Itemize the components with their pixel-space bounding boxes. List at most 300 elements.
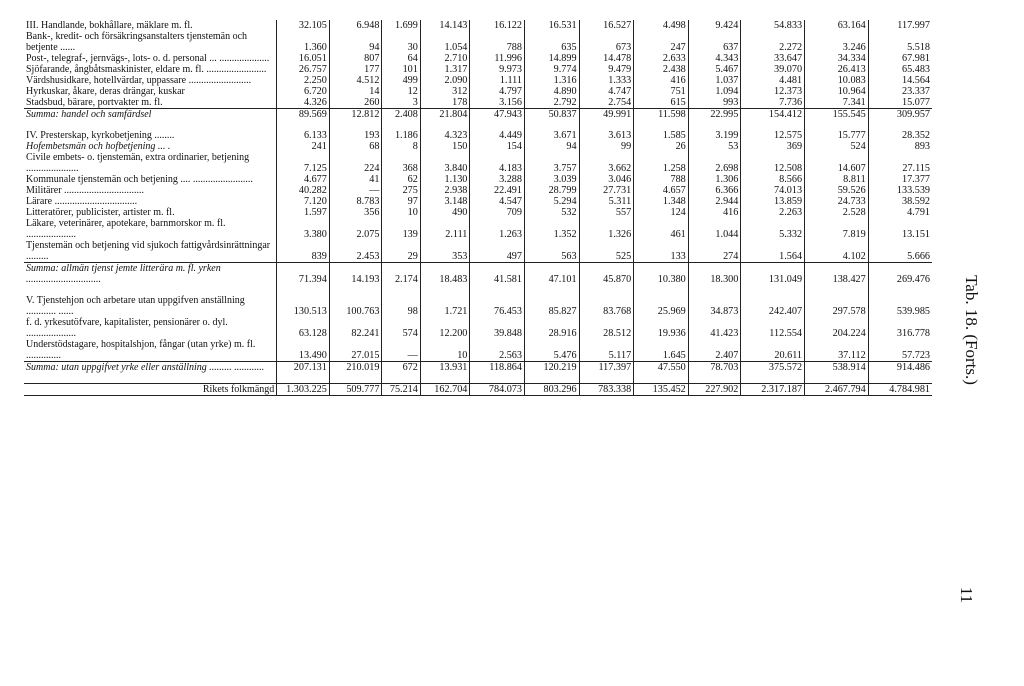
table-cell: 709 bbox=[470, 207, 525, 218]
spacer-cell bbox=[382, 285, 420, 295]
table-cell: 2.938 bbox=[420, 185, 470, 196]
table-cell: 8.566 bbox=[741, 174, 805, 185]
table-cell: 2.528 bbox=[805, 207, 869, 218]
table-cell: 416 bbox=[634, 75, 689, 86]
table-cell: 9.973 bbox=[470, 64, 525, 75]
table-cell: 1.326 bbox=[579, 218, 634, 240]
table-cell: 64 bbox=[382, 53, 420, 64]
table-cell: 47.550 bbox=[634, 362, 689, 374]
row-label: Post-, telegraf-, jernvägs-, lots- o. d. personal ... .................... bbox=[26, 53, 270, 64]
table-cell: 1.721 bbox=[420, 295, 470, 317]
table-cell: 1.316 bbox=[524, 75, 579, 86]
row-label: Bank-, kredit- och försäkringsanstalters tjenstemän och betjente ...... bbox=[26, 31, 248, 53]
table-cell: 3.840 bbox=[420, 152, 470, 174]
table-cell: 4.890 bbox=[524, 86, 579, 97]
table-cell: 1.186 bbox=[382, 130, 420, 141]
table-cell: 4.797 bbox=[470, 86, 525, 97]
table-cell: 23.337 bbox=[868, 86, 932, 97]
row-label: Hofembetsmän och hofbetjening ... . bbox=[26, 141, 171, 152]
table-cell: 497 bbox=[470, 240, 525, 263]
table-cell: 13.859 bbox=[741, 196, 805, 207]
table-cell: 3.039 bbox=[524, 174, 579, 185]
table-cell: 1.564 bbox=[741, 240, 805, 263]
table-cell: 353 bbox=[420, 240, 470, 263]
table-cell: 788 bbox=[470, 31, 525, 53]
spacer-cell bbox=[24, 373, 277, 384]
table-cell: 2.710 bbox=[420, 53, 470, 64]
table-cell: 2.111 bbox=[420, 218, 470, 240]
table-cell: 297.578 bbox=[805, 295, 869, 317]
table-cell: 672 bbox=[382, 362, 420, 374]
table-cell: 150 bbox=[420, 141, 470, 152]
table-cell: 2.090 bbox=[420, 75, 470, 86]
table-cell: 2.467.794 bbox=[805, 384, 869, 396]
table-cell: 20.611 bbox=[741, 339, 805, 362]
table-cell: 41.581 bbox=[470, 263, 525, 286]
table-cell: 247 bbox=[634, 31, 689, 53]
table-row bbox=[24, 218, 932, 240]
table-cell: 375.572 bbox=[741, 362, 805, 374]
row-label: Läkare, veterinärer, apotekare, barnmorskor m. fl. .................... bbox=[26, 218, 226, 240]
table-cell: 8 bbox=[382, 141, 420, 152]
table-cell: 27.015 bbox=[329, 339, 382, 362]
table-cell: 2.174 bbox=[382, 263, 420, 286]
table-cell: 783.338 bbox=[579, 384, 634, 396]
spacer-cell bbox=[420, 373, 470, 384]
table-cell: 41.423 bbox=[688, 317, 741, 339]
table-cell: 33.647 bbox=[741, 53, 805, 64]
table-cell: 12.373 bbox=[741, 86, 805, 97]
table-cell: 557 bbox=[579, 207, 634, 218]
table-cell: 4.481 bbox=[741, 75, 805, 86]
table-cell: 15.777 bbox=[805, 130, 869, 141]
table-cell: 89.569 bbox=[277, 109, 330, 121]
table-row bbox=[24, 53, 932, 64]
table-row bbox=[24, 31, 932, 53]
table-cell: 5.666 bbox=[868, 240, 932, 263]
spacer-cell bbox=[868, 285, 932, 295]
table-cell: 68 bbox=[329, 141, 382, 152]
table-cell: 32.105 bbox=[277, 20, 330, 31]
table-cell: 154 bbox=[470, 141, 525, 152]
table-cell: 65.483 bbox=[868, 64, 932, 75]
table-cell: 3.199 bbox=[688, 130, 741, 141]
table-cell: 3.148 bbox=[420, 196, 470, 207]
table-cell: 99 bbox=[579, 141, 634, 152]
table-cell: 2.563 bbox=[470, 339, 525, 362]
row-label: Rikets folkmängd bbox=[24, 384, 277, 396]
table-cell: 224 bbox=[329, 152, 382, 174]
table-cell: 162.704 bbox=[420, 384, 470, 396]
table-cell: 133 bbox=[634, 240, 689, 263]
table-cell: 1.348 bbox=[634, 196, 689, 207]
table-cell: 14.564 bbox=[868, 75, 932, 86]
row-label: Civile embets- o. tjenstemän, extra ordinarier, betjening ..................... bbox=[26, 152, 250, 174]
table-row bbox=[24, 130, 932, 141]
table-cell: 1.054 bbox=[420, 31, 470, 53]
table-cell: 38.592 bbox=[868, 196, 932, 207]
spacer-cell bbox=[277, 373, 330, 384]
table-cell: 2.633 bbox=[634, 53, 689, 64]
table-cell: 19.936 bbox=[634, 317, 689, 339]
table-cell: 71.394 bbox=[277, 263, 330, 286]
spacer-cell bbox=[688, 285, 741, 295]
table-cell: 28.799 bbox=[524, 185, 579, 196]
spacer-cell bbox=[470, 120, 525, 130]
table-cell: 40.282 bbox=[277, 185, 330, 196]
table-cell: 635 bbox=[524, 31, 579, 53]
spacer-cell bbox=[868, 373, 932, 384]
table-cell: 893 bbox=[868, 141, 932, 152]
table-cell: 2.408 bbox=[382, 109, 420, 121]
table-row bbox=[24, 141, 932, 152]
table-cell: 6.133 bbox=[277, 130, 330, 141]
table-cell: 1.352 bbox=[524, 218, 579, 240]
table-cell: 30 bbox=[382, 31, 420, 53]
table-cell: 5.518 bbox=[868, 31, 932, 53]
spacer-cell bbox=[524, 285, 579, 295]
table-cell: 1.037 bbox=[688, 75, 741, 86]
table-cell: 5.476 bbox=[524, 339, 579, 362]
table-cell: 100.763 bbox=[329, 295, 382, 317]
table-cell: 14.899 bbox=[524, 53, 579, 64]
table-cell: 3.671 bbox=[524, 130, 579, 141]
row-label: Lärare ................................. bbox=[26, 196, 138, 207]
table-cell: 4.323 bbox=[420, 130, 470, 141]
table-cell: 807 bbox=[329, 53, 382, 64]
table-cell: 27.731 bbox=[579, 185, 634, 196]
table-cell: 14.143 bbox=[420, 20, 470, 31]
table-cell: 751 bbox=[634, 86, 689, 97]
table-cell: 37.112 bbox=[805, 339, 869, 362]
table-cell: 5.332 bbox=[741, 218, 805, 240]
statistics-table bbox=[24, 20, 932, 396]
table-cell: 1.317 bbox=[420, 64, 470, 75]
table-cell: 241 bbox=[277, 141, 330, 152]
table-cell: 275 bbox=[382, 185, 420, 196]
table-cell: 78.703 bbox=[688, 362, 741, 374]
spacer-cell bbox=[470, 285, 525, 295]
table-cell: 1.263 bbox=[470, 218, 525, 240]
row-label: Summa: handel och samfärdsel bbox=[24, 109, 277, 121]
table-cell: 4.512 bbox=[329, 75, 382, 86]
table-cell: 54.833 bbox=[741, 20, 805, 31]
table-cell: 509.777 bbox=[329, 384, 382, 396]
table-cell: 3.757 bbox=[524, 152, 579, 174]
spacer-cell bbox=[579, 120, 634, 130]
table-cell: 34.873 bbox=[688, 295, 741, 317]
table-cell: 62 bbox=[382, 174, 420, 185]
table-cell: 59.526 bbox=[805, 185, 869, 196]
table-cell: 13.931 bbox=[420, 362, 470, 374]
table-cell: 1.585 bbox=[634, 130, 689, 141]
table-cell: 2.438 bbox=[634, 64, 689, 75]
table-cell: 615 bbox=[634, 97, 689, 109]
table-cell: 39.848 bbox=[470, 317, 525, 339]
spacer-cell bbox=[524, 373, 579, 384]
spacer-cell bbox=[805, 120, 869, 130]
table-cell: 4.449 bbox=[470, 130, 525, 141]
table-cell: 22.491 bbox=[470, 185, 525, 196]
table-cell: 8.783 bbox=[329, 196, 382, 207]
table-cell: 47.943 bbox=[470, 109, 525, 121]
table-cell: 11.996 bbox=[470, 53, 525, 64]
table-cell: 316.778 bbox=[868, 317, 932, 339]
table-cell: 25.969 bbox=[634, 295, 689, 317]
table-cell: 839 bbox=[277, 240, 330, 263]
spacer-row bbox=[24, 120, 932, 130]
table-cell: 7.736 bbox=[741, 97, 805, 109]
table-cell: 207.131 bbox=[277, 362, 330, 374]
table-cell: 784.073 bbox=[470, 384, 525, 396]
table-cell: 27.115 bbox=[868, 152, 932, 174]
table-cell: 85.827 bbox=[524, 295, 579, 317]
table-cell: 6.366 bbox=[688, 185, 741, 196]
table-cell: 14.478 bbox=[579, 53, 634, 64]
table-cell: 13.151 bbox=[868, 218, 932, 240]
table-cell: 5.294 bbox=[524, 196, 579, 207]
table-cell: 12.575 bbox=[741, 130, 805, 141]
table-row bbox=[24, 317, 932, 339]
table-cell: 1.094 bbox=[688, 86, 741, 97]
spacer-cell bbox=[24, 120, 277, 130]
row-label: Litteratörer, publicister, artister m. fl. bbox=[26, 207, 175, 218]
table-cell: 11.598 bbox=[634, 109, 689, 121]
spacer-cell bbox=[382, 120, 420, 130]
table-cell: 16.531 bbox=[524, 20, 579, 31]
row-label: Värdshusidkare, hotellvärdar, uppassare ......................... bbox=[26, 75, 252, 86]
table-cell: 5.311 bbox=[579, 196, 634, 207]
table-cell: 5.467 bbox=[688, 64, 741, 75]
row-label: IV. Presterskap, kyrkobetjening ........ bbox=[26, 130, 175, 141]
table-cell: 993 bbox=[688, 97, 741, 109]
table-cell: 18.483 bbox=[420, 263, 470, 286]
table-row bbox=[24, 152, 932, 174]
table-cell: 16.527 bbox=[579, 20, 634, 31]
table-cell: 1.258 bbox=[634, 152, 689, 174]
spacer-cell bbox=[420, 120, 470, 130]
spacer-cell bbox=[329, 373, 382, 384]
table-cell: 499 bbox=[382, 75, 420, 86]
table-cell: 12.200 bbox=[420, 317, 470, 339]
table-row bbox=[24, 174, 932, 185]
table-cell: 461 bbox=[634, 218, 689, 240]
table-cell: 4.677 bbox=[277, 174, 330, 185]
table-row bbox=[24, 295, 932, 317]
table-row bbox=[24, 86, 932, 97]
table-cell: 7.341 bbox=[805, 97, 869, 109]
spacer-cell bbox=[277, 285, 330, 295]
table-cell: 227.902 bbox=[688, 384, 741, 396]
row-label: Summa: utan uppgifvet yrke eller anställning ......... ............ bbox=[24, 362, 277, 374]
table-cell: 117.997 bbox=[868, 20, 932, 31]
table-cell: 28.352 bbox=[868, 130, 932, 141]
table-cell: 1.360 bbox=[277, 31, 330, 53]
table-cell: 2.250 bbox=[277, 75, 330, 86]
table-cell: 41 bbox=[329, 174, 382, 185]
table-cell: 538.914 bbox=[805, 362, 869, 374]
table-row bbox=[24, 207, 932, 218]
table-cell: 1.597 bbox=[277, 207, 330, 218]
spacer-cell bbox=[688, 373, 741, 384]
table-cell: 97 bbox=[382, 196, 420, 207]
table-cell: 16.051 bbox=[277, 53, 330, 64]
spacer-cell bbox=[741, 285, 805, 295]
table-cell: 10.964 bbox=[805, 86, 869, 97]
spacer-cell bbox=[420, 285, 470, 295]
table-cell: 2.754 bbox=[579, 97, 634, 109]
table-cell: 210.019 bbox=[329, 362, 382, 374]
table-cell: 242.407 bbox=[741, 295, 805, 317]
total-row bbox=[24, 384, 932, 396]
table-cell: 9.479 bbox=[579, 64, 634, 75]
page-number-text: 11 bbox=[957, 586, 976, 604]
table-cell: 9.424 bbox=[688, 20, 741, 31]
spacer-cell bbox=[741, 373, 805, 384]
table-cell: 98 bbox=[382, 295, 420, 317]
table-cell: 193 bbox=[329, 130, 382, 141]
table-cell: 138.427 bbox=[805, 263, 869, 286]
table-cell: 490 bbox=[420, 207, 470, 218]
table-cell: 117.397 bbox=[579, 362, 634, 374]
table-cell: 2.272 bbox=[741, 31, 805, 53]
page-number bbox=[951, 575, 981, 615]
table-cell: 4.102 bbox=[805, 240, 869, 263]
spacer-cell bbox=[24, 285, 277, 295]
spacer-cell bbox=[277, 120, 330, 130]
table-cell: 3.246 bbox=[805, 31, 869, 53]
spacer-cell bbox=[579, 285, 634, 295]
table-cell: 574 bbox=[382, 317, 420, 339]
table-cell: 50.837 bbox=[524, 109, 579, 121]
table-side-title bbox=[941, 250, 1001, 410]
spacer-cell bbox=[329, 285, 382, 295]
table-cell: 18.300 bbox=[688, 263, 741, 286]
table-cell: 118.864 bbox=[470, 362, 525, 374]
spacer-cell bbox=[805, 285, 869, 295]
table-cell: 10.380 bbox=[634, 263, 689, 286]
table-cell: 13.490 bbox=[277, 339, 330, 362]
table-cell: 3.662 bbox=[579, 152, 634, 174]
table-cell: 1.130 bbox=[420, 174, 470, 185]
table-cell: 3.046 bbox=[579, 174, 634, 185]
table-cell: 274 bbox=[688, 240, 741, 263]
table-cell: 155.545 bbox=[805, 109, 869, 121]
row-label: Tjenstemän och betjening vid sjukoch fattigvårdsinrättningar ......... bbox=[26, 240, 271, 262]
table-cell: 7.819 bbox=[805, 218, 869, 240]
table-cell: 4.498 bbox=[634, 20, 689, 31]
table-cell: 4.547 bbox=[470, 196, 525, 207]
table-cell: 532 bbox=[524, 207, 579, 218]
table-cell: 130.513 bbox=[277, 295, 330, 317]
table-cell: 133.539 bbox=[868, 185, 932, 196]
table-cell: 312 bbox=[420, 86, 470, 97]
table-cell: 74.013 bbox=[741, 185, 805, 196]
table-cell: 124 bbox=[634, 207, 689, 218]
table-cell: 12.812 bbox=[329, 109, 382, 121]
table-cell: 269.476 bbox=[868, 263, 932, 286]
table-cell: 1.333 bbox=[579, 75, 634, 86]
table-cell: 6.720 bbox=[277, 86, 330, 97]
table-cell: 524 bbox=[805, 141, 869, 152]
table-cell: 416 bbox=[688, 207, 741, 218]
table-cell: 7.120 bbox=[277, 196, 330, 207]
row-label: Summa: allmän tjenst jemte litterära m. fl. yrken .............................. bbox=[24, 263, 277, 286]
table-row bbox=[24, 64, 932, 75]
table-cell: 34.334 bbox=[805, 53, 869, 64]
table-cell: 14.193 bbox=[329, 263, 382, 286]
table-cell: 2.944 bbox=[688, 196, 741, 207]
table-cell: 49.991 bbox=[579, 109, 634, 121]
table-cell: 2.792 bbox=[524, 97, 579, 109]
spacer-cell bbox=[634, 120, 689, 130]
row-label: f. d. yrkesutöfvare, kapitalister, pensionärer o. dyl. .................... bbox=[26, 317, 228, 339]
table-cell: 5.117 bbox=[579, 339, 634, 362]
table-row bbox=[24, 75, 932, 86]
table-row bbox=[24, 185, 932, 196]
table-cell: 154.412 bbox=[741, 109, 805, 121]
spacer-cell bbox=[634, 285, 689, 295]
table-cell: 29 bbox=[382, 240, 420, 263]
table-cell: 57.723 bbox=[868, 339, 932, 362]
table-row bbox=[24, 339, 932, 362]
table-cell: 9.774 bbox=[524, 64, 579, 75]
table-cell: 4.784.981 bbox=[868, 384, 932, 396]
row-label: V. Tjenstehjon och arbetare utan uppgifven anställning ............ ...... bbox=[26, 295, 245, 317]
table-row bbox=[24, 240, 932, 263]
row-label: III. Handlande, bokhållare, mäklare m. fl. bbox=[26, 20, 193, 31]
table-cell: 563 bbox=[524, 240, 579, 263]
table-cell: 94 bbox=[329, 31, 382, 53]
table-cell: 12.508 bbox=[741, 152, 805, 174]
table-cell: 309.957 bbox=[868, 109, 932, 121]
table-cell: 26 bbox=[634, 141, 689, 152]
side-title-text: Tab. 18. (Forts.) bbox=[962, 275, 981, 385]
table-cell: 8.811 bbox=[805, 174, 869, 185]
table-cell: 4.747 bbox=[579, 86, 634, 97]
table-row bbox=[24, 196, 932, 207]
table-cell: 637 bbox=[688, 31, 741, 53]
table-cell: 204.224 bbox=[805, 317, 869, 339]
table-cell: 2.407 bbox=[688, 339, 741, 362]
spacer-cell bbox=[382, 373, 420, 384]
table-cell: 1.306 bbox=[688, 174, 741, 185]
table-cell: 83.768 bbox=[579, 295, 634, 317]
table-cell: 2.317.187 bbox=[741, 384, 805, 396]
table-cell: 4.657 bbox=[634, 185, 689, 196]
spacer-cell bbox=[741, 120, 805, 130]
table-cell: 1.645 bbox=[634, 339, 689, 362]
row-label: Stadsbud, bärare, portvakter m. fl. bbox=[26, 97, 163, 108]
spacer-cell bbox=[524, 120, 579, 130]
spacer-cell bbox=[470, 373, 525, 384]
table-cell: 2.075 bbox=[329, 218, 382, 240]
table-row bbox=[24, 20, 932, 31]
table-cell: 39.070 bbox=[741, 64, 805, 75]
table-cell: 63.128 bbox=[277, 317, 330, 339]
row-label: Militärer ................................ bbox=[26, 185, 145, 196]
spacer-cell bbox=[688, 120, 741, 130]
table-cell: 3.380 bbox=[277, 218, 330, 240]
table-cell: 135.452 bbox=[634, 384, 689, 396]
table-cell: 28.512 bbox=[579, 317, 634, 339]
table-cell: 368 bbox=[382, 152, 420, 174]
summary-row bbox=[24, 362, 932, 374]
table-cell: 131.049 bbox=[741, 263, 805, 286]
table-cell: 2.263 bbox=[741, 207, 805, 218]
table-cell: 1.044 bbox=[688, 218, 741, 240]
table-cell: 3.288 bbox=[470, 174, 525, 185]
